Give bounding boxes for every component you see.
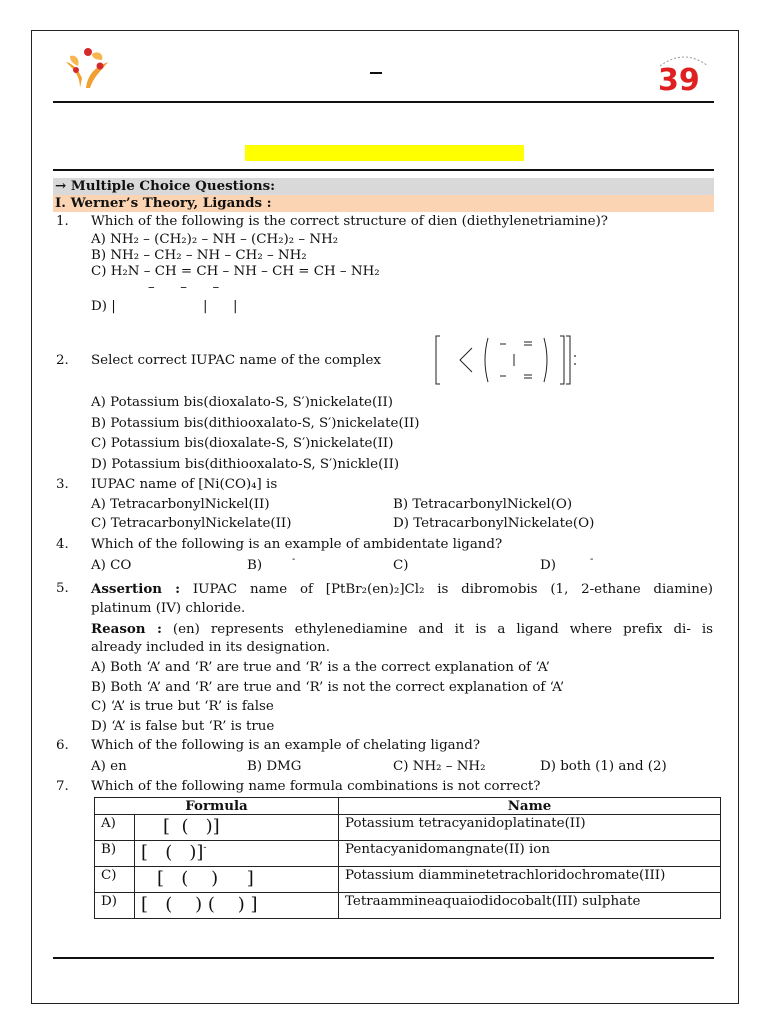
table-row <box>95 841 721 867</box>
q1-text: Which of the following is the correct structure of dien (diethylenetriamine)? <box>91 214 608 229</box>
q4-option-a: A) CO <box>91 558 132 573</box>
q1-option-c: C) H₂N – CH = CH – NH – CH = CH – NH₂ <box>91 264 380 279</box>
anniversary-badge-icon <box>654 52 712 94</box>
q5-reason-line2: already included in its designation. <box>91 640 330 655</box>
footer-rule <box>53 957 714 959</box>
q5-reason <box>91 621 713 638</box>
row-formula <box>135 815 339 841</box>
row-formula <box>135 893 339 919</box>
q2-text: Select correct IUPAC name of the complex <box>91 353 381 368</box>
q3-number: 3. <box>56 477 69 492</box>
row-name: Tetraammineaquaiodidocobalt(III) sulphate <box>339 893 721 919</box>
table-header-name: Name <box>339 798 721 815</box>
q7-text: Which of the following name formula combinations is not correct? <box>91 779 541 794</box>
q6-option-c: C) NH₂ – NH₂ <box>393 759 486 774</box>
q5-assertion-text: IUPAC name of [PtBr₂(en)₂]Cl₂ is dibromobis (1, 2-ethane diamine) <box>180 582 713 597</box>
q6-option-b: B) DMG <box>247 759 302 774</box>
badge-number: 39 <box>658 63 700 94</box>
formula-brackets: [ ( ) ( ) ] <box>141 894 258 915</box>
q4-option-b: B) <box>247 558 263 573</box>
q2-option-c: C) Potassium bis(dioxalate-S, S′)nickelate(II) <box>91 436 394 451</box>
q1-option-c-marks: – – – <box>148 280 220 295</box>
section-band-mcq: → Multiple Choice Questions: <box>53 178 714 195</box>
q6-option-a: A) en <box>91 759 127 774</box>
q4-text: Which of the following is an example of ambidentate ligand? <box>91 537 503 552</box>
q4-option-d: D) <box>540 558 556 573</box>
row-label: C) <box>95 867 135 893</box>
highlighted-title <box>245 145 524 161</box>
q5-assertion-label: Assertion : <box>91 581 181 597</box>
q5-reason-text: (en) represents ethylenediamine and it is a ligand where prefix di- is <box>161 622 713 637</box>
q6-option-d: D) both (1) and (2) <box>540 759 667 774</box>
header-dash <box>370 72 382 74</box>
formula-charge: - <box>203 843 207 853</box>
institute-logo-icon <box>62 44 122 92</box>
table-row <box>95 867 721 893</box>
q6-text: Which of the following is an example of chelating ligand? <box>91 738 481 753</box>
table-header-formula: Formula <box>95 798 339 815</box>
q2-option-d: D) Potassium bis(dithiooxalato-S, S′)nickle(II) <box>91 457 400 472</box>
q1-option-d-bars: | | <box>203 299 238 314</box>
q7-number: 7. <box>56 779 69 794</box>
q3-text: IUPAC name of [Ni(CO)₄] is <box>91 477 278 492</box>
section-band-topic: I. Werner’s Theory, Ligands : <box>53 195 714 212</box>
q2-option-a: A) Potassium bis(dioxalato-S, S′)nickelate(II) <box>91 395 393 410</box>
q5-option-b: B) Both ‘A’ and ‘R’ are true and ‘R’ is not the correct explanation of ‘A’ <box>91 680 565 695</box>
q5-assertion-line2: platinum (IV) chloride. <box>91 601 246 616</box>
q5-option-a: A) Both ‘A’ and ‘R’ are true and ‘R’ is a the correct explanation of ‘A’ <box>91 660 550 675</box>
q3-option-a: A) TetracarbonylNickel(II) <box>91 497 270 512</box>
q5-option-c: C) ‘A’ is true but ‘R’ is false <box>91 699 274 714</box>
q4-option-d-charge: - <box>590 554 594 565</box>
q4-number: 4. <box>56 537 69 552</box>
q4-option-c: C) <box>393 558 409 573</box>
formula-brackets: [ ( )] <box>163 816 220 837</box>
row-name: Pentacyanidomangnate(II) ion <box>339 841 721 867</box>
q2-number: 2. <box>56 353 69 368</box>
header-rule <box>53 101 714 103</box>
complex-structure-figure <box>432 334 582 386</box>
q1-option-d: D) | <box>91 299 116 314</box>
table-header-row <box>95 798 721 815</box>
q1-option-b: B) NH₂ – CH₂ – NH – CH₂ – NH₂ <box>91 248 307 263</box>
row-name: Potassium tetracyanidoplatinate(II) <box>339 815 721 841</box>
q5-reason-label: Reason : <box>91 621 162 637</box>
formula-brackets: [ ( )] <box>141 842 204 863</box>
q5-assertion <box>91 581 713 598</box>
row-label: D) <box>95 893 135 919</box>
q1-option-a: A) NH₂ – (CH₂)₂ – NH – (CH₂)₂ – NH₂ <box>91 232 339 247</box>
q3-option-d: D) TetracarbonylNickelate(O) <box>393 516 595 531</box>
row-label: B) <box>95 841 135 867</box>
row-formula <box>135 841 339 867</box>
q3-option-c: C) TetracarbonylNickelate(II) <box>91 516 292 531</box>
q2-option-b: B) Potassium bis(dithiooxalato-S, S′)nickelate(II) <box>91 416 420 431</box>
table-row <box>95 893 721 919</box>
q6-number: 6. <box>56 738 69 753</box>
table-row <box>95 815 721 841</box>
title-rule <box>53 169 714 171</box>
q4-option-b-charge: - <box>292 554 296 565</box>
formula-brackets: [ ( ) ] <box>157 868 254 889</box>
formula-name-table <box>94 797 721 919</box>
row-name: Potassium diamminetetrachloridochromate(III) <box>339 867 721 893</box>
q3-option-b: B) TetracarbonylNickel(O) <box>393 497 573 512</box>
q5-option-d: D) ‘A’ is false but ‘R’ is true <box>91 719 275 734</box>
q1-number: 1. <box>56 214 69 229</box>
row-formula <box>135 867 339 893</box>
q5-number: 5. <box>56 581 69 596</box>
row-label: A) <box>95 815 135 841</box>
